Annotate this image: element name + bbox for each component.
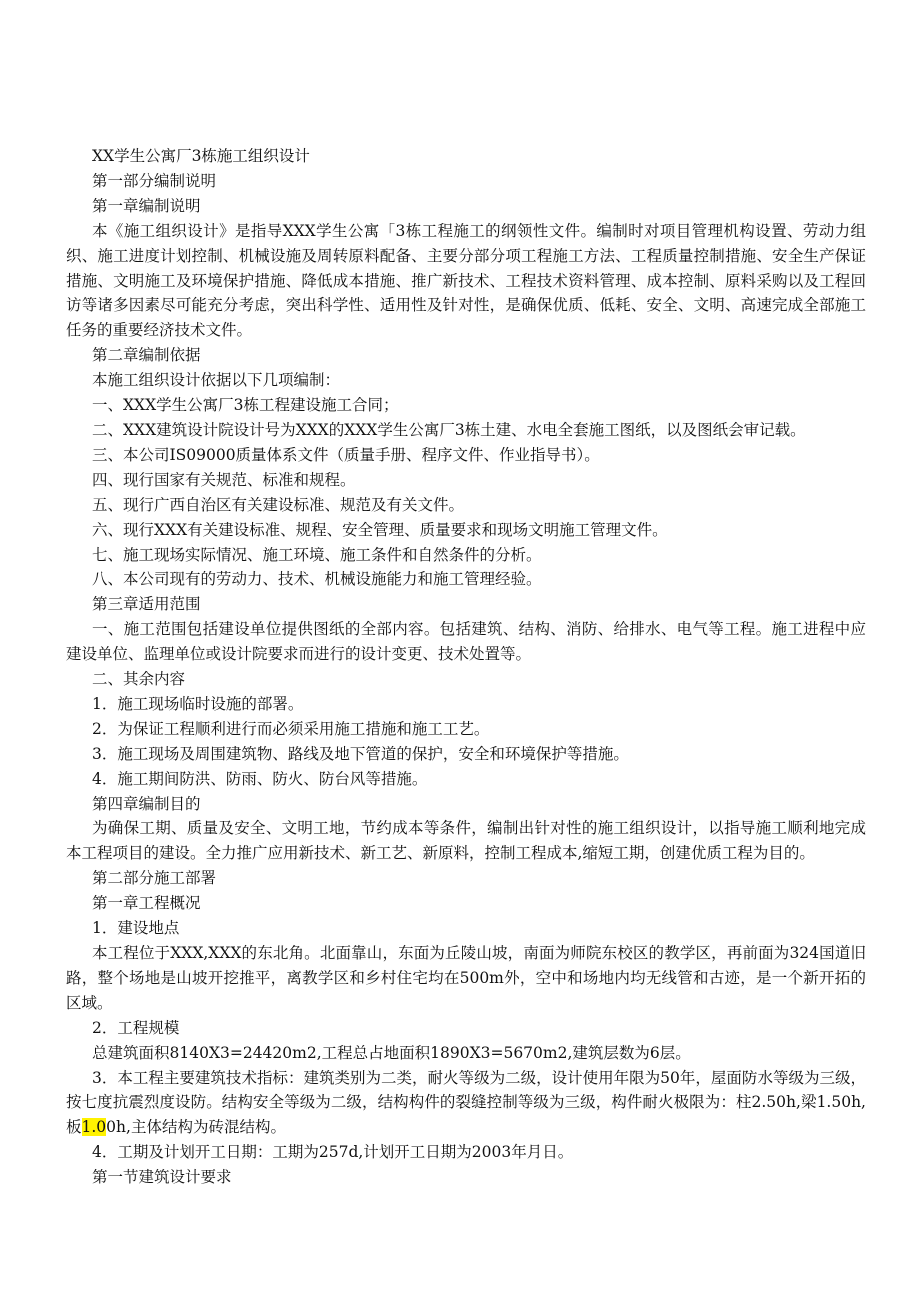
basis-item-7: 七、施工现场实际情况、施工环境、施工条件和自然条件的分析。: [92, 545, 542, 564]
scope-item-2: 二、其余内容: [92, 670, 186, 689]
site-location-heading: 1．建设地点: [92, 919, 180, 938]
project-scale-heading: 2．工程规模: [92, 1018, 180, 1037]
document-title: XX学生公寓厂3栋施工组织设计: [92, 147, 310, 165]
indicators-text-before: 3．本工程主要建筑技术指标：建筑类别为二类，耐火等级为二级，设计使用年限为50年，屋面防水等级为三级，按七度抗震烈度设防。结构安全等级为二级，结构构件的裂缝控制等级为三级，构件耐火极限为：柱2.50h,梁1.50h,板: [66, 1068, 866, 1137]
basis-item-6: 六、现行XXX有关建设标准、规程、安全管理、质量要求和现场文明施工管理文件。: [92, 520, 668, 539]
basis-item-5: 五、现行广西自治区有关建设标准、规范及有关文件。: [92, 495, 465, 514]
document-body: [66, 144, 866, 1190]
chapter-three-heading: 第三章适用范围: [92, 595, 201, 614]
scope-subitem-1: 1．施工现场临时设施的部署。: [92, 694, 304, 713]
scope-subitem-4: 4．施工期间防洪、防雨、防火、防台风等措施。: [92, 769, 428, 788]
site-location-paragraph: 本工程位于XXX,XXX的东北角。北面靠山，东面为丘陵山坡，南面为师院东校区的教学区，再前面为324国道旧路，整个场地是山坡开挖推平，离教学区和乡村住宅均在500m外，空中和场地内均无线管和古迹，是一个新开拓的区域。: [66, 944, 866, 1012]
scope-subitem-2: 2．为保证工程顺利进行而必须采用施工措施和施工工艺。: [92, 719, 490, 738]
indicators-text-after: 0h,主体结构为砖混结构。: [106, 1118, 286, 1137]
part-two-heading: 第二部分施工部署: [92, 869, 217, 888]
basis-item-4: 四、现行国家有关规范、标准和规程。: [92, 470, 356, 489]
chapter-four-heading: 第四章编制目的: [92, 794, 201, 813]
part-one-heading: 第一部分编制说明: [92, 171, 217, 190]
highlighted-value: 1.0: [81, 1118, 107, 1137]
basis-item-8: 八、本公司现有的劳动力、技术、机械设施能力和施工管理经验。: [92, 570, 542, 589]
intro-paragraph: 本《施工组织设计》是指导XXX学生公寓「3栋工程施工的纲领性文件。编制时对项目管理机构设置、劳动力组织、施工进度计划控制、机械设施及周转原料配备、主要分部分项工程施工方法、工程质量控制措施、安全生产保证措施、文明施工及环境保护措施、降低成本措施、推广新技术、工程技术资料管理、成本控制、原料采购以及工程回访等诸多因素尽可能充分考虑，突出科学性、适用性及针对性，是确保优质、低耗、安全、文明、高速完成全部施工任务的重要经济技术文件。: [66, 221, 866, 340]
purpose-paragraph: 为确保工期、质量及安全、文明工地，节约成本等条件，编制出针对性的施工组织设计，以指导施工顺利地完成本工程项目的建设。全力推广应用新技术、新工艺、新原料，控制工程成本,缩短工期，创建优质工程为目的。: [66, 819, 866, 863]
section-one-heading: 第一节建筑设计要求: [92, 1168, 232, 1187]
chapter-one-heading: 第一章编制说明: [92, 196, 201, 215]
chapter-two-heading: 第二章编制依据: [92, 346, 201, 365]
scope-subitem-3: 3．施工现场及周围建筑物、路线及地下管道的保护，安全和环境保护等措施。: [92, 744, 629, 763]
project-scale-paragraph: 总建筑面积8140X3=24420m2,工程总占地面积1890X3=5670m2,建筑层数为6层。: [92, 1043, 691, 1062]
basis-item-1: 一、XXX学生公寓厂3栋工程建设施工合同；: [92, 396, 399, 415]
basis-item-2: 二、XXX建筑设计院设计号为XXX的XXX学生公寓厂3栋土建、水电全套施工图纸，以及图纸会审记载。: [92, 420, 806, 439]
schedule-paragraph: 4．工期及计划开工日期：工期为257d,计划开工日期为2003年月日。: [92, 1143, 574, 1162]
basis-item-3: 三、本公司IS09000质量体系文件（质量手册、程序文件、作业指导书）。: [92, 445, 600, 464]
scope-item-1: 一、施工范围包括建设单位提供图纸的全部内容。包括建筑、结构、消防、给排水、电气等工程。施工进程中应建设单位、监理单位或设计院要求而进行的设计变更、技术处置等。: [66, 620, 866, 664]
overview-chapter-heading: 第一章工程概况: [92, 894, 201, 913]
basis-intro: 本施工组织设计依据以下几项编制：: [92, 371, 341, 390]
technical-indicators-paragraph: [66, 1066, 866, 1141]
